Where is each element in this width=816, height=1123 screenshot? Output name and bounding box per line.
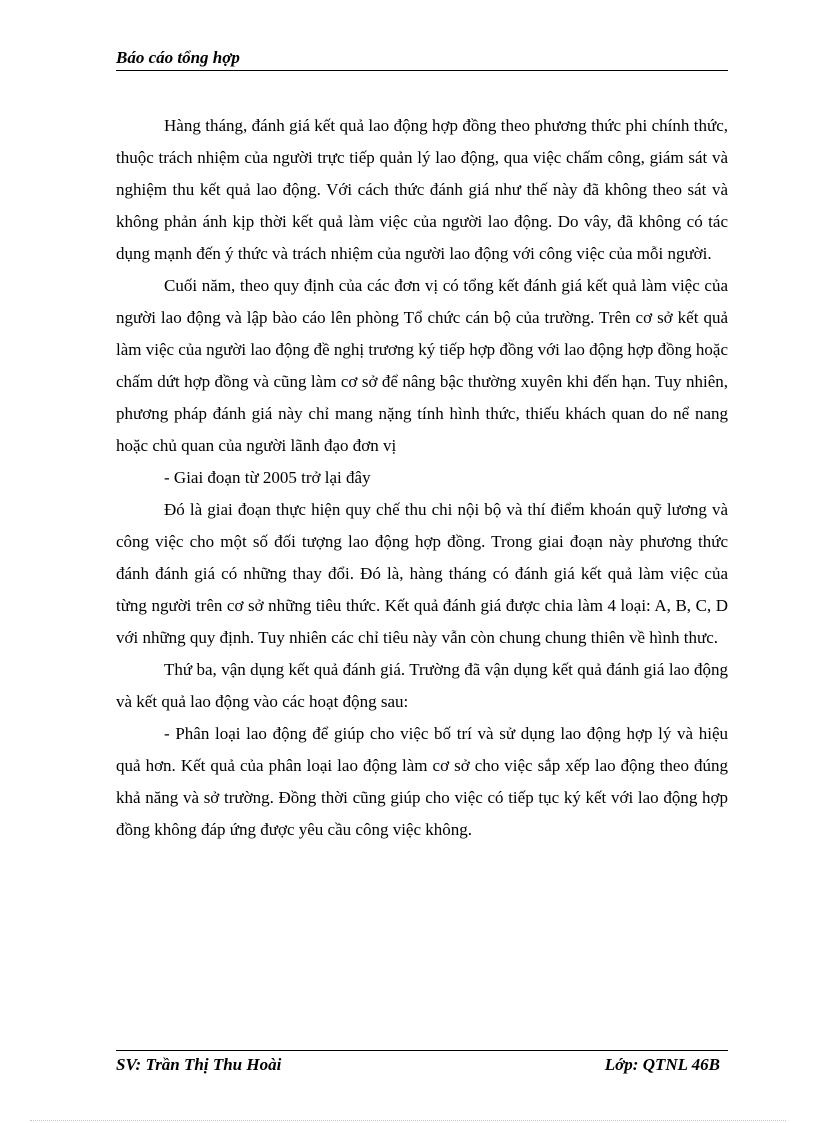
paragraph-3-bullet: - Giai đoạn từ 2005 trở lại đây	[164, 468, 371, 487]
header-title: Báo cáo tổng hợp	[116, 48, 240, 67]
paragraph-6-bullet: - Phân loại lao động để giúp cho việc bố trí và sử dụng lao động hợp lý và hiệu quả hơn. Kết quả của phân loại lao động làm cơ sở cho việc sắp xếp lao động theo đúng khả năng và sở trường. Đồng thời cũng giúp cho việc có tiếp tục ký kết với lao động hợp đồng không đáp ứng được yêu cầu công việc không.	[116, 724, 728, 839]
footer-student: SV: Trần Thị Thu Hoài	[116, 1055, 282, 1074]
paragraph-5: Thứ ba, vận dụng kết quả đánh giá. Trường đã vận dụng kết quả đánh giá lao động và kết quả lao động vào các hoạt động sau:	[116, 660, 728, 711]
page-header	[116, 48, 728, 71]
paragraph-1: Hàng tháng, đánh giá kết quả lao động hợp đồng theo phương thức phi chính thức, thuộc trách nhiệm của người trực tiếp quản lý lao động, qua việc chấm công, giám sát và nghiệm thu kết quả lao động. Với cách thức đánh giá như thế này đã không theo sát và không phản ánh kịp thời kết quả làm việc của người lao động. Do vây, đã không có tác dụng mạnh đến ý thức và trách nhiệm của người lao động với công việc của mỗi người.	[116, 116, 728, 263]
paragraph-4: Đó là giai đoạn thực hiện quy chế thu chi nội bộ và thí điểm khoán quỹ lương và công việc cho một số đối tượng lao động hợp đồng. Trong giai đoạn này phương thức đánh đánh giá có những thay đổi. Đó là, hàng tháng có đánh giá kết quả làm việc của từng người trên cơ sở những tiêu thức. Kết quả đánh giá được chia làm 4 loại: A, B, C, D với những quy định. Tuy nhiên các chỉ tiêu này vẫn còn chung chung thiên về hình thưc.	[116, 500, 728, 647]
page-footer	[116, 1050, 728, 1075]
paragraph-2: Cuối năm, theo quy định của các đơn vị có tổng kết đánh giá kết quả làm việc của người lao động và lập bào cáo lên phòng Tổ chức cán bộ của trường. Trên cơ sở kết quả làm việc của người lao động đề nghị trương ký tiếp hợp đồng với lao động hợp đồng hoặc chấm dứt hợp đồng và cũng làm cơ sở để nâng bậc thường xuyên khi đến hạn. Tuy nhiên, phương pháp đánh giá này chỉ mang nặng tính hình thức, thiếu khách quan do nể nang hoặc chủ quan của người lãnh đạo đơn vị	[116, 276, 728, 455]
body-text	[116, 110, 728, 846]
page-divider	[30, 1120, 786, 1121]
footer-class: Lớp: QTNL 46B	[604, 1055, 720, 1074]
